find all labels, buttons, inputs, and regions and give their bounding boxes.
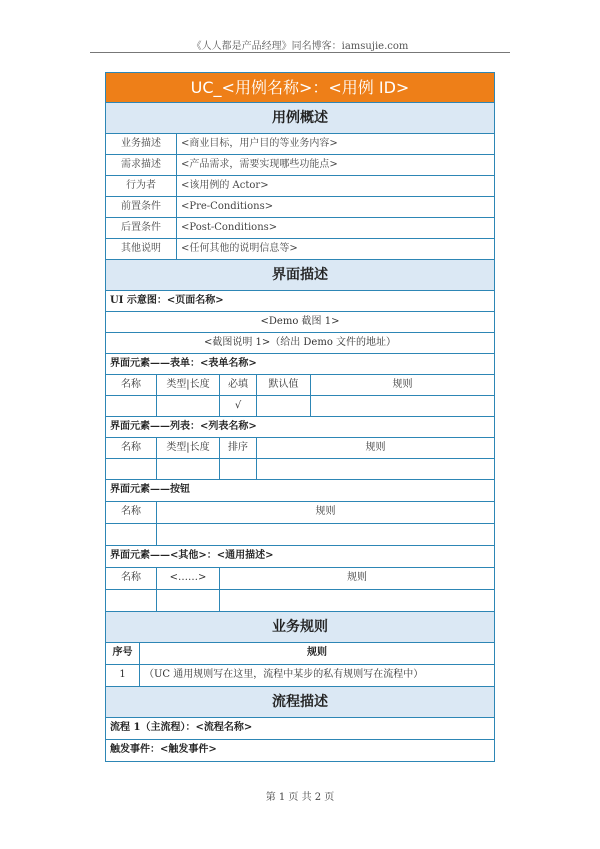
flow-trigger: 触发事件：<触发事件> — [110, 744, 217, 755]
page-header: 《人人都是产品经理》同名博客：iamsujie.com — [191, 41, 409, 52]
table-header: 规则 — [256, 438, 494, 458]
table-cell — [310, 396, 494, 416]
list-header-row — [106, 437, 494, 458]
table-cell — [219, 459, 256, 479]
table-cell — [106, 590, 156, 611]
overview-label: 业务描述 — [106, 134, 176, 154]
rules-header-row — [106, 642, 494, 664]
table-cell — [156, 590, 219, 611]
overview-value: <该用例的 Actor> — [176, 176, 494, 196]
overview-value: <Pre-Conditions> — [176, 197, 494, 217]
overview-value: <产品需求，需要实现哪些功能点> — [176, 155, 494, 175]
table-cell — [106, 524, 156, 545]
rule-text: （UC 通用规则写在这里，流程中某步的私有规则写在流程中） — [139, 665, 494, 686]
section-business-rules: 业务规则 — [106, 611, 494, 642]
overview-row — [106, 217, 494, 238]
document-title: UC_<用例名称>：<用例 ID> — [106, 73, 494, 102]
other-label: 界面元素——<其他>：<通用描述> — [110, 550, 274, 561]
demo-caption-row — [106, 332, 494, 353]
rule-number: 1 — [119, 669, 126, 680]
flow-main-row — [106, 717, 494, 739]
overview-label: 行为者 — [106, 176, 176, 196]
table-cell — [156, 396, 219, 416]
form-header-row — [106, 374, 494, 395]
table-cell — [106, 459, 156, 479]
table-header: 名称 — [121, 442, 141, 453]
table-header: 规则 — [310, 375, 494, 395]
button-data-row — [106, 523, 494, 545]
table-header: 序号 — [112, 647, 133, 658]
overview-value: <Post-Conditions> — [176, 218, 494, 238]
table-header: 规则 — [219, 568, 494, 589]
table-header: 默认值 — [256, 375, 310, 395]
table-cell — [256, 459, 494, 479]
ui-sketch-label: UI 示意图：<页面名称> — [110, 295, 224, 306]
other-data-row — [106, 589, 494, 611]
table-header: 类型|长度 — [156, 438, 219, 458]
table-header: 排序 — [219, 438, 256, 458]
overview-row — [106, 154, 494, 175]
form-data-row — [106, 395, 494, 416]
overview-row — [106, 238, 494, 259]
demo-screenshot: <Demo 截图 1> — [260, 316, 340, 327]
overview-value: <任何其他的说明信息等> — [176, 239, 494, 259]
button-label: 界面元素——按钮 — [110, 484, 190, 495]
table-cell — [256, 396, 310, 416]
table-header: 规则 — [156, 502, 494, 523]
table-header: 类型|长度 — [156, 375, 219, 395]
list-data-row — [106, 458, 494, 479]
overview-label: 前置条件 — [106, 197, 176, 217]
use-case-document — [105, 72, 495, 762]
header-rule — [90, 52, 510, 53]
list-label: 界面元素——列表：<列表名称> — [110, 421, 257, 432]
ui-sketch-row — [106, 290, 494, 311]
overview-row — [106, 196, 494, 217]
page-footer: 第 1 页 共 2 页 — [265, 792, 335, 803]
overview-label: 其他说明 — [106, 239, 176, 259]
table-cell — [156, 524, 494, 545]
required-check: √ — [219, 396, 256, 416]
demo-caption: <截图说明 1>（给出 Demo 文件的地址） — [203, 337, 397, 348]
table-header: 必填 — [219, 375, 256, 395]
section-flow: 流程描述 — [106, 686, 494, 717]
flow-trigger-row — [106, 739, 494, 761]
section-ui: 界面描述 — [106, 259, 494, 290]
button-section-row — [106, 479, 494, 501]
form-section-row — [106, 353, 494, 374]
table-cell — [106, 396, 156, 416]
overview-value: <商业目标，用户目的等业务内容> — [176, 134, 494, 154]
table-header: 名称 — [121, 506, 141, 517]
rule-row — [106, 664, 494, 686]
demo-row — [106, 311, 494, 332]
overview-row — [106, 133, 494, 154]
other-section-row — [106, 545, 494, 567]
table-header: 名称 — [121, 572, 141, 583]
flow-main: 流程 1（主流程）：<流程名称> — [110, 722, 253, 733]
section-overview: 用例概述 — [106, 102, 494, 133]
overview-row — [106, 175, 494, 196]
overview-label: 需求描述 — [106, 155, 176, 175]
button-header-row — [106, 501, 494, 523]
other-header-row — [106, 567, 494, 589]
list-section-row — [106, 416, 494, 437]
overview-label: 后置条件 — [106, 218, 176, 238]
form-label: 界面元素——表单：<表单名称> — [110, 358, 257, 369]
table-cell — [156, 459, 219, 479]
table-header: 规则 — [139, 643, 494, 664]
table-header: 名称 — [121, 379, 141, 390]
table-header: <……> — [156, 568, 219, 589]
table-cell — [219, 590, 494, 611]
